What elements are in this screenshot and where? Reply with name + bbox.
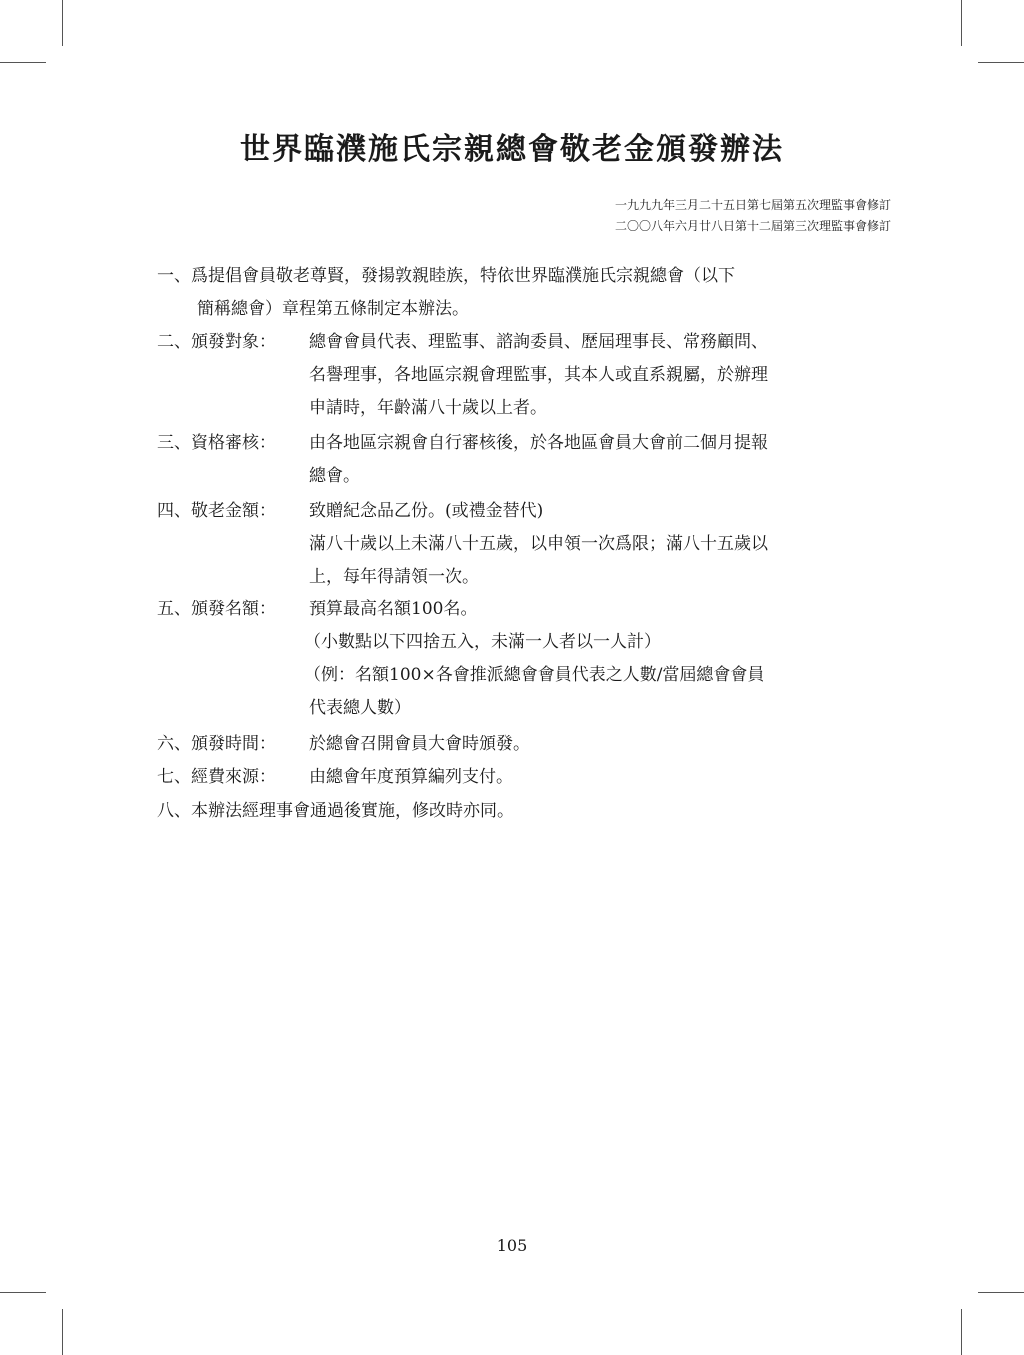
article-text: 致贈紀念品乙份。(或禮金替代) [309, 501, 544, 521]
article-5 [157, 593, 897, 725]
article-label: 六、頒發時間： [157, 734, 276, 754]
article-3 [157, 427, 897, 493]
article-text: 簡稱總會）章程第五條制定本辦法。 [197, 299, 469, 319]
document-title: 世界臨濮施氏宗親總會敬老金頒發辦法 [240, 132, 784, 167]
article-label: 五、頒發名額： [157, 599, 276, 619]
article-label: 八、 [157, 801, 191, 821]
revision-line: 一九九九年三月二十五日第七屆第五次理監事會修訂 [614, 198, 891, 212]
article-text: 滿八十歲以上未滿八十五歲，以申領一次爲限；滿八十五歲以 [309, 534, 768, 554]
crop-mark-top-left-h [0, 62, 46, 63]
article-7 [157, 761, 897, 794]
article-text: 於總會召開會員大會時頒發。 [309, 734, 530, 754]
article-text: 名譽理事，各地區宗親會理監事，其本人或直系親屬，於辦理 [309, 365, 768, 385]
page-number: 105 [496, 1236, 528, 1255]
article-label: 一、 [157, 266, 191, 286]
crop-mark-bottom-right [961, 1309, 962, 1355]
article-label: 四、敬老金額： [157, 501, 276, 521]
article-text: 上，每年得請領一次。 [309, 567, 479, 587]
article-text: （小數點以下四捨五入，未滿一人者以一人計） [304, 632, 661, 652]
article-2 [157, 326, 897, 425]
article-text: 總會。 [309, 466, 360, 486]
article-text: 代表總人數） [309, 698, 411, 718]
article-1 [157, 260, 897, 326]
revision-history [615, 195, 891, 237]
article-text: 預算最高名額100名。 [309, 599, 478, 619]
article-8 [157, 795, 897, 828]
crop-mark-bottom-left [62, 1309, 63, 1355]
article-label: 七、經費來源： [157, 767, 276, 787]
article-text: 由總會年度預算編列支付。 [309, 767, 513, 787]
article-text: 爲提倡會員敬老尊賢，發揚敦親睦族，特依世界臨濮施氏宗親總會（以下 [191, 266, 735, 286]
revision-line: 二〇〇八年六月廿八日第十二屆第三次理監事會修訂 [614, 219, 891, 233]
crop-mark-bottom-left-h [0, 1292, 46, 1293]
article-text: 申請時，年齡滿八十歲以上者。 [309, 398, 547, 418]
crop-mark-top-left [62, 0, 63, 46]
article-text: （例：名額100×各會推派總會會員代表之人數/當屆總會會員 [304, 665, 765, 685]
crop-mark-top-right [961, 0, 962, 46]
crop-mark-bottom-right-h [978, 1292, 1024, 1293]
article-text: 總會會員代表、理監事、諮詢委員、歷屆理事長、常務顧問、 [309, 332, 768, 352]
article-6 [157, 728, 897, 761]
article-4 [157, 495, 897, 594]
article-label: 二、頒發對象： [157, 332, 276, 352]
article-text: 本辦法經理事會通過後實施，修改時亦同。 [191, 801, 514, 821]
crop-mark-top-right-h [978, 62, 1024, 63]
article-label: 三、資格審核： [157, 433, 276, 453]
article-text: 由各地區宗親會自行審核後，於各地區會員大會前二個月提報 [309, 433, 768, 453]
